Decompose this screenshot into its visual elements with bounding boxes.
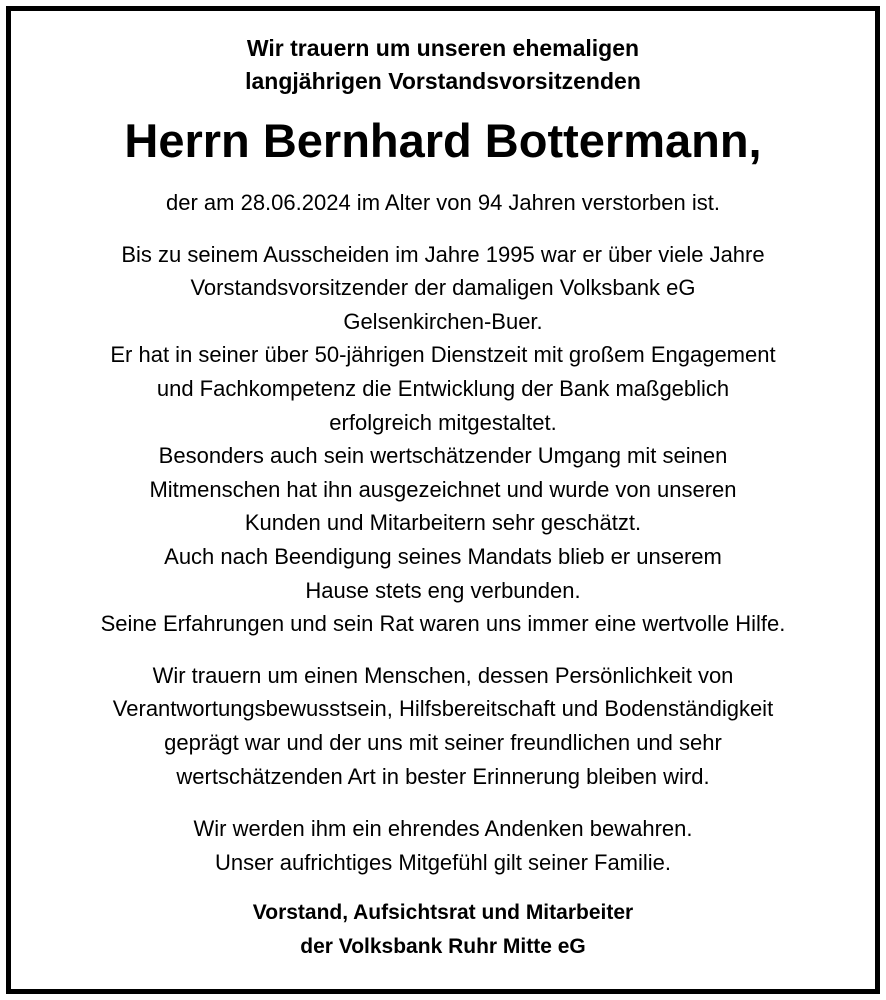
career-line: Mitmenschen hat ihn ausgezeichnet und wurde von unseren: [149, 476, 737, 502]
intro-heading: [11, 32, 875, 98]
career-line: Hause stets eng verbunden.: [305, 577, 581, 603]
career-line: Er hat in seiner über 50-jährigen Dienstzeit mit großem Engagement: [110, 342, 776, 368]
career-line: Vorstandsvorsitzender der damaligen Volksbank eG: [190, 275, 696, 301]
career-line: Bis zu seinem Ausscheiden im Jahre 1995 war er über viele Jahre: [121, 241, 765, 267]
remembrance-paragraph: [11, 812, 875, 879]
character-line: Wir trauern um einen Menschen, dessen Persönlichkeit von: [152, 662, 734, 688]
career-line: und Fachkompetenz die Entwicklung der Bank maßgeblich: [156, 375, 730, 401]
character-line: geprägt war und der uns mit seiner freundlichen und sehr: [164, 729, 722, 755]
intro-line: langjährigen Vorstandsvorsitzenden: [245, 68, 641, 94]
career-line: Seine Erfahrungen und sein Rat waren uns immer eine wertvolle Hilfe.: [100, 611, 786, 637]
death-date-line: der am 28.06.2024 im Alter von 94 Jahren verstorben ist.: [166, 190, 720, 215]
intro-line: Wir trauern um unseren ehemaligen: [246, 35, 640, 61]
signature-line: Vorstand, Aufsichtsrat und Mitarbeiter: [252, 901, 634, 925]
obituary-content: [11, 32, 875, 964]
signature-line: der Volksbank Ruhr Mitte eG: [300, 935, 586, 959]
career-line: Auch nach Beendigung seines Mandats blieb er unserem: [164, 543, 722, 569]
career-line: Gelsenkirchen-Buer.: [343, 308, 543, 334]
remembrance-line: Wir werden ihm ein ehrendes Andenken bewahren.: [193, 816, 693, 842]
career-line: Besonders auch sein wertschätzender Umgang mit seinen: [158, 443, 728, 469]
character-paragraph: [11, 659, 875, 793]
obituary-notice: [6, 6, 880, 994]
deceased-name: Herrn Bernhard Bottermann,: [124, 114, 762, 167]
character-line: wertschätzenden Art in bester Erinnerung bleiben wird.: [176, 763, 710, 789]
signature-block: [11, 896, 875, 964]
career-line: Kunden und Mitarbeitern sehr geschätzt.: [244, 510, 642, 536]
character-line: Verantwortungsbewusstsein, Hilfsbereitschaft und Bodenständigkeit: [112, 696, 774, 722]
career-paragraph: [11, 238, 875, 641]
career-line: erfolgreich mitgestaltet.: [329, 409, 557, 435]
remembrance-line: Unser aufrichtiges Mitgefühl gilt seiner Familie.: [214, 849, 672, 875]
